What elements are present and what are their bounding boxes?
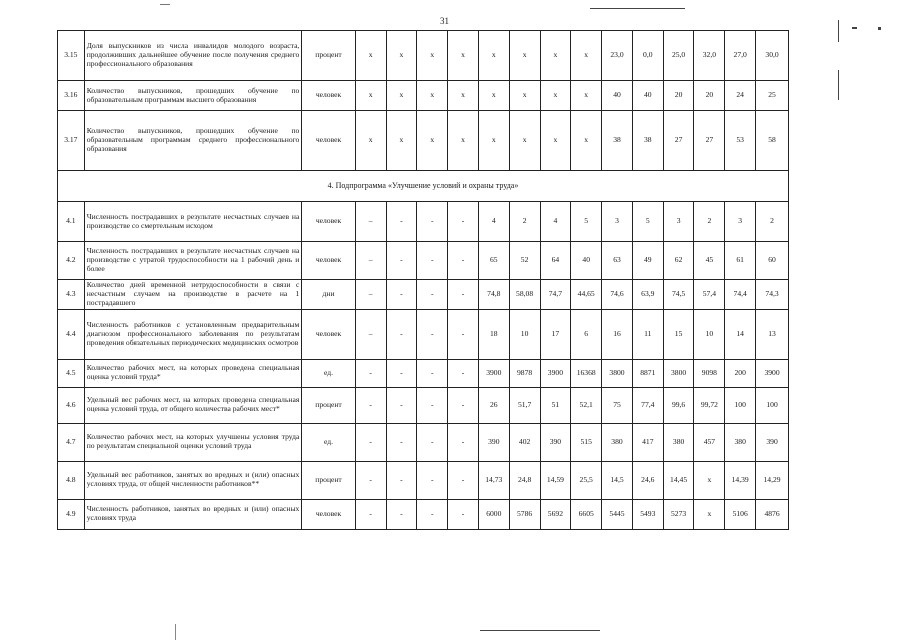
value-cell: 38 <box>632 111 663 171</box>
unit-cell: процент <box>302 31 355 81</box>
value-cell: 14,29 <box>756 461 789 499</box>
value-cell: - <box>417 461 448 499</box>
value-cell: 8871 <box>632 359 663 387</box>
value-cell: 457 <box>694 423 725 461</box>
unit-cell: процент <box>302 461 355 499</box>
value-cell: 60 <box>756 242 789 280</box>
value-cell: х <box>448 81 479 111</box>
value-cell: - <box>448 461 479 499</box>
value-cell: х <box>478 111 509 171</box>
value-cell: - <box>448 280 479 310</box>
value-cell: 3900 <box>478 359 509 387</box>
value-cell: 2 <box>756 202 789 242</box>
table-row <box>58 111 789 171</box>
value-cell: - <box>417 359 448 387</box>
value-cell: - <box>417 202 448 242</box>
value-cell: х <box>509 81 540 111</box>
scan-artifact <box>878 27 881 30</box>
value-cell: 5493 <box>632 499 663 529</box>
value-cell: х <box>478 31 509 81</box>
value-cell: - <box>386 280 417 310</box>
table-row <box>58 423 789 461</box>
value-cell: х <box>540 111 571 171</box>
indicator-name: Удельный вес рабочих мест, на которых проведена специальная оценка условий труда, от общего количества рабочих мест* <box>84 387 302 423</box>
value-cell: 3900 <box>540 359 571 387</box>
scan-artifact <box>480 630 600 631</box>
value-cell: - <box>386 499 417 529</box>
value-cell: х <box>571 111 602 171</box>
unit-cell: человек <box>302 499 355 529</box>
value-cell: 74,5 <box>663 280 694 310</box>
value-cell: - <box>355 387 386 423</box>
value-cell: х <box>355 111 386 171</box>
value-cell: - <box>448 309 479 359</box>
value-cell: 18 <box>478 309 509 359</box>
value-cell: 4 <box>478 202 509 242</box>
value-cell: х <box>478 81 509 111</box>
value-cell: 49 <box>632 242 663 280</box>
scan-artifact <box>852 27 857 29</box>
indicator-name: Количество рабочих мест, на которых проведена специальная оценка условий труда* <box>84 359 302 387</box>
value-cell: - <box>386 461 417 499</box>
value-cell: 390 <box>756 423 789 461</box>
value-cell: 16 <box>602 309 633 359</box>
value-cell: 14,73 <box>478 461 509 499</box>
value-cell: 2 <box>694 202 725 242</box>
value-cell: 14,45 <box>663 461 694 499</box>
value-cell: х <box>448 111 479 171</box>
value-cell: - <box>448 499 479 529</box>
value-cell: 3 <box>725 202 756 242</box>
value-cell: 100 <box>756 387 789 423</box>
row-number: 3.16 <box>58 81 85 111</box>
value-cell: 52,1 <box>571 387 602 423</box>
value-cell: 63 <box>602 242 633 280</box>
value-cell: 77,4 <box>632 387 663 423</box>
value-cell: 10 <box>694 309 725 359</box>
value-cell: 52 <box>509 242 540 280</box>
value-cell: 40 <box>602 81 633 111</box>
value-cell: - <box>386 309 417 359</box>
value-cell: 99,72 <box>694 387 725 423</box>
value-cell: 3 <box>602 202 633 242</box>
value-cell: 30,0 <box>756 31 789 81</box>
value-cell: х <box>417 81 448 111</box>
value-cell: 45 <box>694 242 725 280</box>
value-cell: х <box>509 111 540 171</box>
value-cell: 515 <box>571 423 602 461</box>
row-number: 4.3 <box>58 280 85 310</box>
value-cell: 40 <box>632 81 663 111</box>
value-cell: 5786 <box>509 499 540 529</box>
value-cell: 2 <box>509 202 540 242</box>
value-cell: 51,7 <box>509 387 540 423</box>
value-cell: - <box>417 309 448 359</box>
value-cell: 14 <box>725 309 756 359</box>
value-cell: 6605 <box>571 499 602 529</box>
value-cell: 40 <box>571 242 602 280</box>
value-cell: - <box>386 387 417 423</box>
value-cell: 44,65 <box>571 280 602 310</box>
value-cell: 25,0 <box>663 31 694 81</box>
value-cell: 25 <box>756 81 789 111</box>
value-cell: 380 <box>725 423 756 461</box>
value-cell: х <box>694 499 725 529</box>
indicator-name: Удельный вес работников, занятых во вредных и (или) опасных условиях труда, от общей численности работников** <box>84 461 302 499</box>
scan-artifact <box>175 624 176 640</box>
table-row <box>58 280 789 310</box>
value-cell: - <box>417 499 448 529</box>
value-cell: 417 <box>632 423 663 461</box>
row-number: 4.5 <box>58 359 85 387</box>
value-cell: х <box>571 31 602 81</box>
value-cell: 380 <box>663 423 694 461</box>
table-row <box>58 309 789 359</box>
value-cell: 99,6 <box>663 387 694 423</box>
value-cell: 3 <box>663 202 694 242</box>
section-title: 4. Подпрограмма «Улучшение условий и охраны труда» <box>58 171 789 202</box>
table-row <box>58 242 789 280</box>
value-cell: - <box>386 202 417 242</box>
value-cell: 57,4 <box>694 280 725 310</box>
value-cell: х <box>540 81 571 111</box>
value-cell: 26 <box>478 387 509 423</box>
table-row <box>58 31 789 81</box>
value-cell: - <box>417 423 448 461</box>
table-row <box>58 359 789 387</box>
row-number: 3.17 <box>58 111 85 171</box>
value-cell: 74,8 <box>478 280 509 310</box>
value-cell: 3900 <box>756 359 789 387</box>
value-cell: 16368 <box>571 359 602 387</box>
value-cell: 24,6 <box>632 461 663 499</box>
indicator-name: Численность работников, занятых во вредных и (или) опасных условиях труда <box>84 499 302 529</box>
scan-artifact <box>838 70 839 100</box>
value-cell: 58,08 <box>509 280 540 310</box>
value-cell: - <box>355 499 386 529</box>
value-cell: - <box>355 461 386 499</box>
value-cell: 4 <box>540 202 571 242</box>
value-cell: 24 <box>725 81 756 111</box>
value-cell: 32,0 <box>694 31 725 81</box>
value-cell: – <box>355 309 386 359</box>
value-cell: 390 <box>540 423 571 461</box>
indicator-name: Численность пострадавших в результате несчастных случаев на производстве с утратой трудоспособности на 1 рабочий день и более <box>84 242 302 280</box>
value-cell: 5445 <box>602 499 633 529</box>
value-cell: 5273 <box>663 499 694 529</box>
table-row <box>58 387 789 423</box>
value-cell: 20 <box>694 81 725 111</box>
value-cell: 6000 <box>478 499 509 529</box>
indicator-name: Численность пострадавших в результате несчастных случаев на производстве со смертельным исходом <box>84 202 302 242</box>
value-cell: х <box>509 31 540 81</box>
row-number: 3.15 <box>58 31 85 81</box>
page-number: 31 <box>440 16 449 26</box>
row-number: 4.1 <box>58 202 85 242</box>
value-cell: х <box>540 31 571 81</box>
value-cell: 74,3 <box>756 280 789 310</box>
value-cell: - <box>386 242 417 280</box>
value-cell: - <box>448 359 479 387</box>
scan-artifact <box>838 20 839 42</box>
value-cell: 74,6 <box>602 280 633 310</box>
value-cell: - <box>448 242 479 280</box>
table-row <box>58 202 789 242</box>
value-cell: 23,0 <box>602 31 633 81</box>
value-cell: 62 <box>663 242 694 280</box>
unit-cell: ед. <box>302 423 355 461</box>
unit-cell: человек <box>302 242 355 280</box>
value-cell: - <box>386 359 417 387</box>
value-cell: 4876 <box>756 499 789 529</box>
value-cell: 17 <box>540 309 571 359</box>
value-cell: х <box>386 111 417 171</box>
value-cell: 27 <box>694 111 725 171</box>
value-cell: 25,5 <box>571 461 602 499</box>
value-cell: 380 <box>602 423 633 461</box>
value-cell: – <box>355 202 386 242</box>
value-cell: 14,39 <box>725 461 756 499</box>
value-cell: 200 <box>725 359 756 387</box>
unit-cell: ед. <box>302 359 355 387</box>
value-cell: 27,0 <box>725 31 756 81</box>
value-cell: 14,5 <box>602 461 633 499</box>
value-cell: - <box>355 359 386 387</box>
value-cell: – <box>355 242 386 280</box>
value-cell: 15 <box>663 309 694 359</box>
value-cell: х <box>694 461 725 499</box>
value-cell: 390 <box>478 423 509 461</box>
value-cell: 61 <box>725 242 756 280</box>
value-cell: 64 <box>540 242 571 280</box>
value-cell: х <box>386 31 417 81</box>
indicator-name: Количество выпускников, прошедших обучение по образовательным программам высшего образования <box>84 81 302 111</box>
value-cell: 0,0 <box>632 31 663 81</box>
row-number: 4.8 <box>58 461 85 499</box>
value-cell: 13 <box>756 309 789 359</box>
value-cell: 9098 <box>694 359 725 387</box>
value-cell: 20 <box>663 81 694 111</box>
value-cell: - <box>448 387 479 423</box>
unit-cell: человек <box>302 111 355 171</box>
value-cell: - <box>386 423 417 461</box>
value-cell: х <box>386 81 417 111</box>
value-cell: 10 <box>509 309 540 359</box>
value-cell: 5 <box>571 202 602 242</box>
value-cell: 3800 <box>602 359 633 387</box>
scan-artifact <box>160 4 170 5</box>
indicator-name: Численность работников с установленным предварительным диагнозом профессионального заболевания по результатам проведения обязательных периодических медицинских осмотров <box>84 309 302 359</box>
value-cell: 75 <box>602 387 633 423</box>
value-cell: 402 <box>509 423 540 461</box>
value-cell: 63,9 <box>632 280 663 310</box>
unit-cell: человек <box>302 309 355 359</box>
value-cell: х <box>448 31 479 81</box>
indicator-name: Количество дней временной нетрудоспособности в связи с несчастным случаем на производстве в расчете на 1 пострадавшего <box>84 280 302 310</box>
table-row <box>58 81 789 111</box>
value-cell: х <box>417 111 448 171</box>
unit-cell: человек <box>302 81 355 111</box>
value-cell: 24,8 <box>509 461 540 499</box>
value-cell: 74,7 <box>540 280 571 310</box>
indicator-name: Количество рабочих мест, на которых улучшены условия труда по результатам специальной оценки условий труда <box>84 423 302 461</box>
value-cell: - <box>417 280 448 310</box>
row-number: 4.6 <box>58 387 85 423</box>
unit-cell: человек <box>302 202 355 242</box>
value-cell: - <box>448 423 479 461</box>
value-cell: 5692 <box>540 499 571 529</box>
value-cell: - <box>417 242 448 280</box>
unit-cell: дни <box>302 280 355 310</box>
value-cell: - <box>417 387 448 423</box>
value-cell: 27 <box>663 111 694 171</box>
section-row <box>58 171 789 202</box>
unit-cell: процент <box>302 387 355 423</box>
value-cell: х <box>417 31 448 81</box>
value-cell: х <box>355 31 386 81</box>
row-number: 4.7 <box>58 423 85 461</box>
row-number: 4.4 <box>58 309 85 359</box>
value-cell: 51 <box>540 387 571 423</box>
indicators-table <box>57 30 789 530</box>
value-cell: 53 <box>725 111 756 171</box>
value-cell: 9878 <box>509 359 540 387</box>
value-cell: – <box>355 280 386 310</box>
value-cell: 14,59 <box>540 461 571 499</box>
value-cell: - <box>355 423 386 461</box>
value-cell: 74,4 <box>725 280 756 310</box>
value-cell: 100 <box>725 387 756 423</box>
indicator-name: Доля выпускников из числа инвалидов молодого возраста, продолживших дальнейшее обучение после получения среднего профессионального образования <box>84 31 302 81</box>
value-cell: 58 <box>756 111 789 171</box>
value-cell: 38 <box>602 111 633 171</box>
value-cell: 65 <box>478 242 509 280</box>
value-cell: 5106 <box>725 499 756 529</box>
table-row <box>58 499 789 529</box>
value-cell: 11 <box>632 309 663 359</box>
row-number: 4.9 <box>58 499 85 529</box>
value-cell: х <box>571 81 602 111</box>
scan-artifact <box>590 8 685 9</box>
row-number: 4.2 <box>58 242 85 280</box>
value-cell: 3800 <box>663 359 694 387</box>
value-cell: 6 <box>571 309 602 359</box>
indicator-name: Количество выпускников, прошедших обучение по образовательным программам среднего профессионального образования <box>84 111 302 171</box>
value-cell: - <box>448 202 479 242</box>
value-cell: х <box>355 81 386 111</box>
value-cell: 5 <box>632 202 663 242</box>
table-row <box>58 461 789 499</box>
